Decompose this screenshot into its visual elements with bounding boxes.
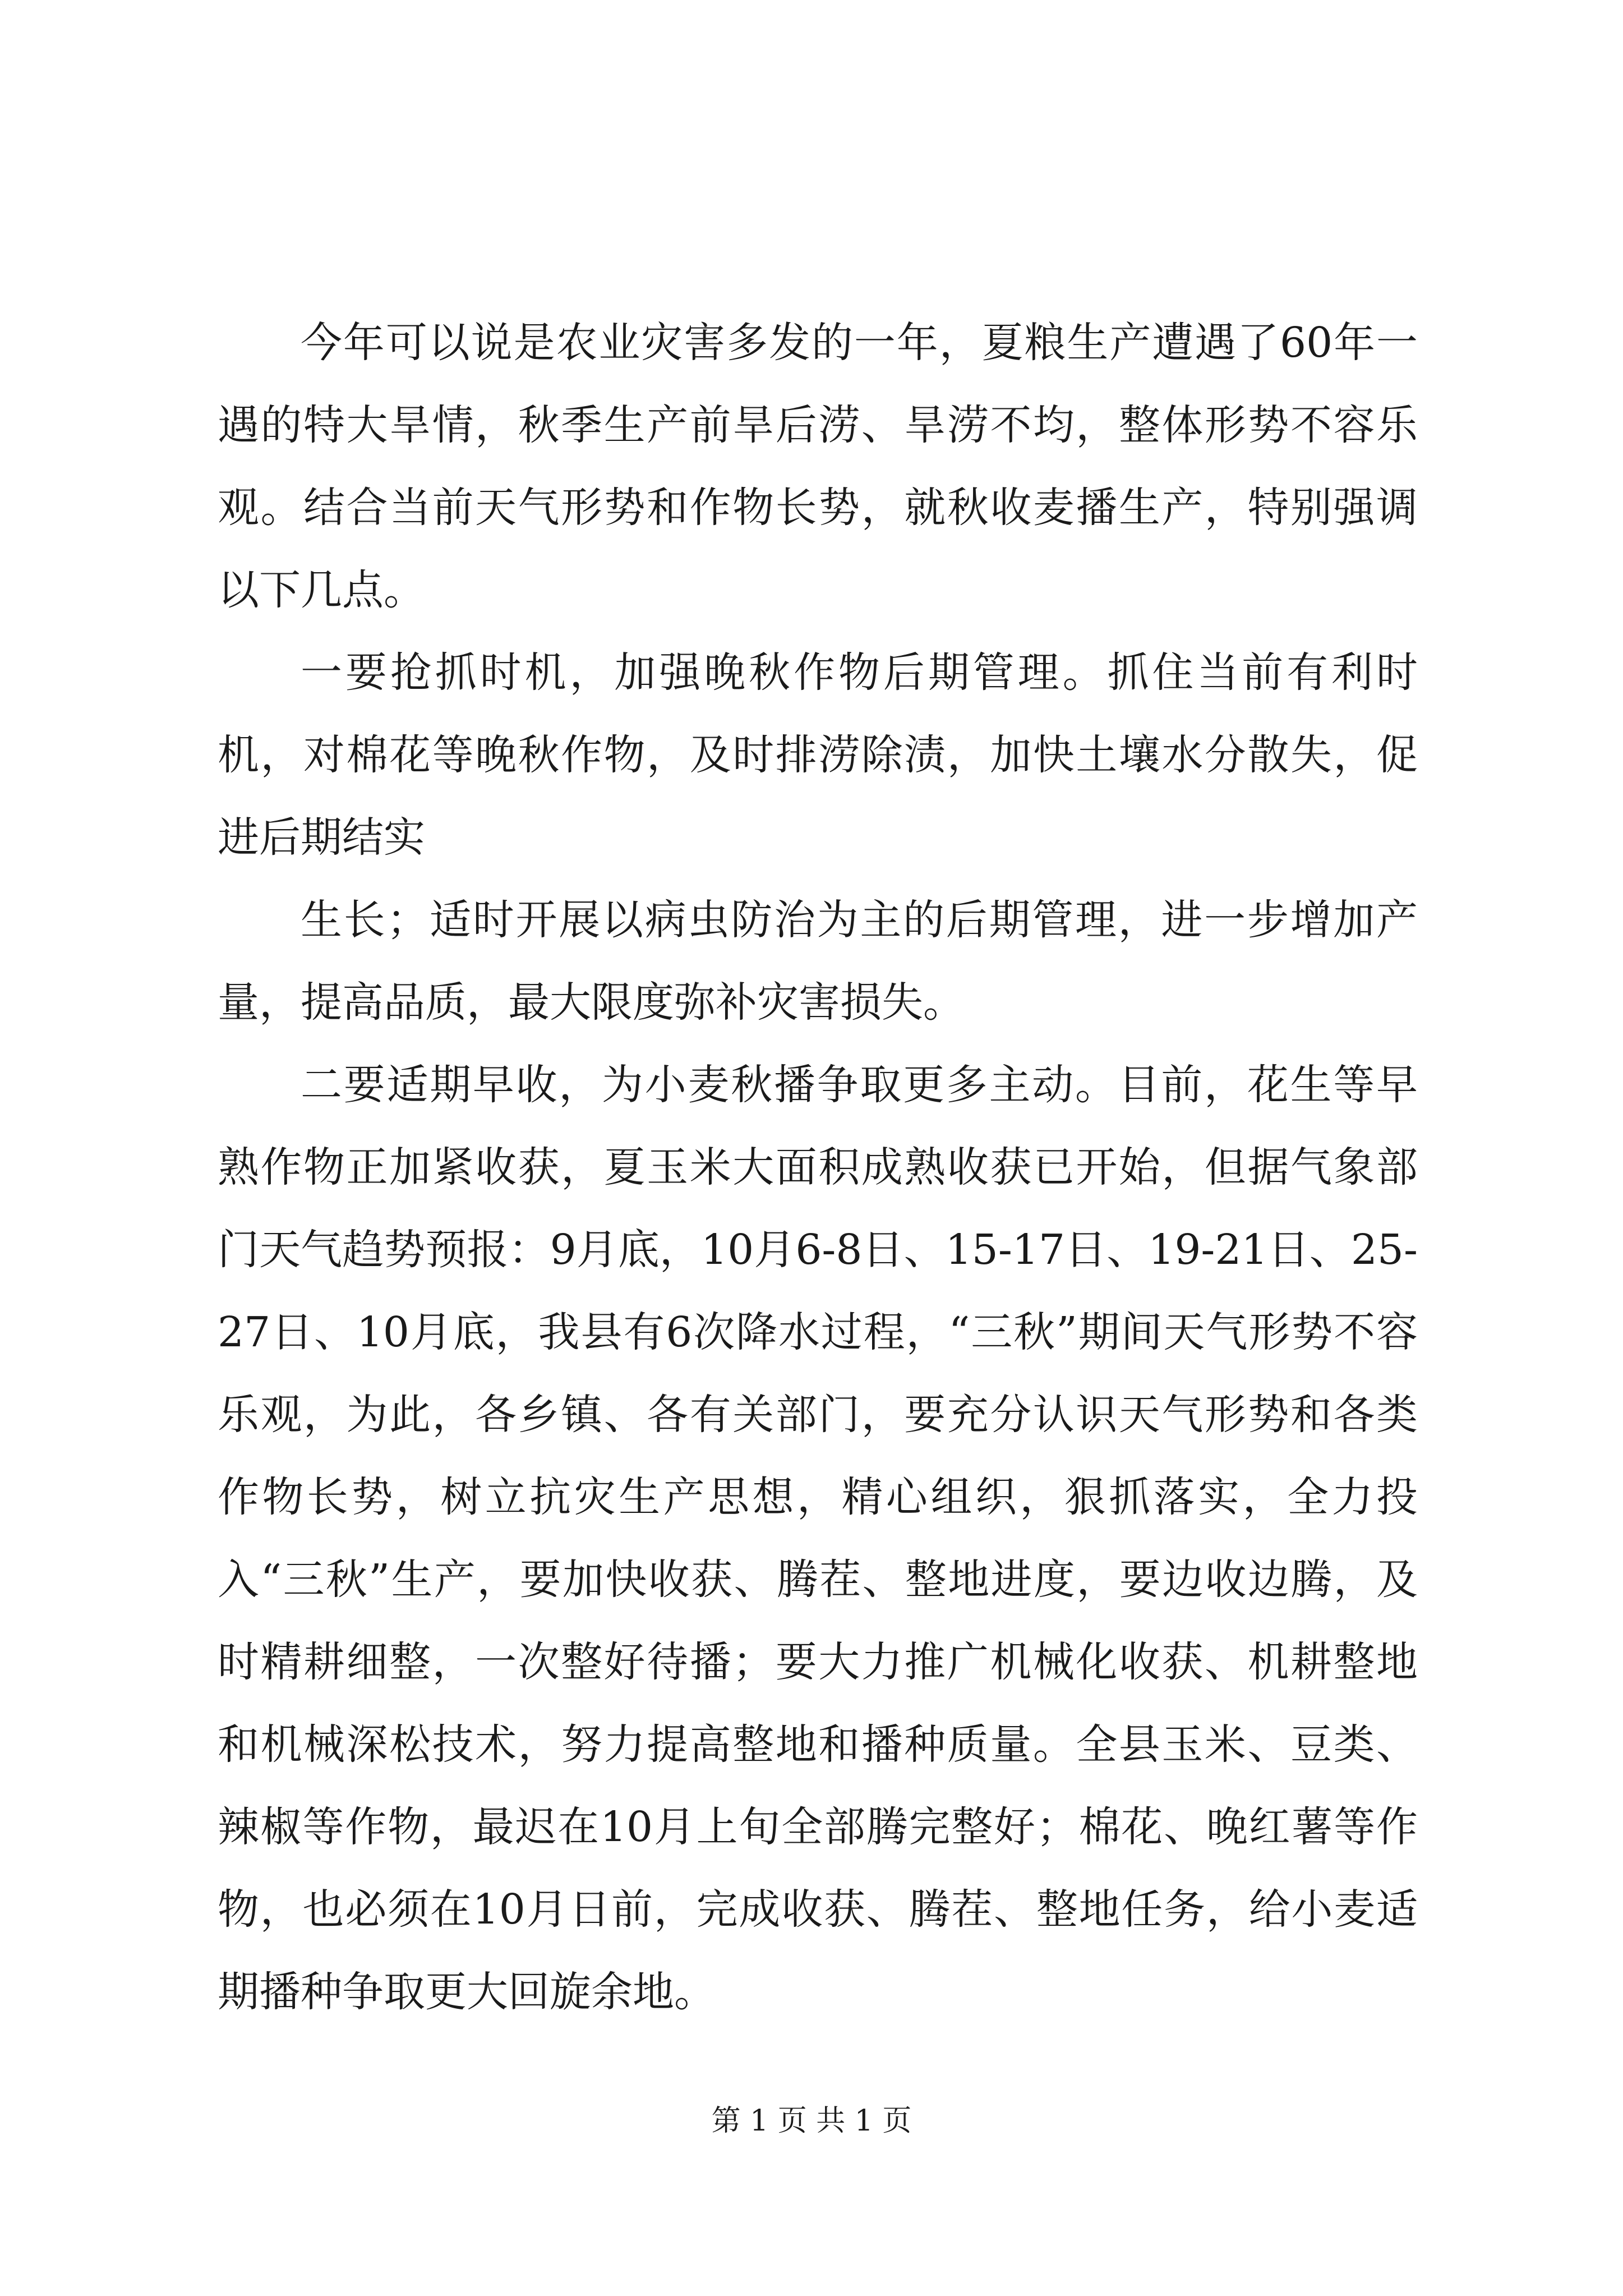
page-footer: 第 1 页 共 1 页 — [711, 2104, 912, 2138]
document-body — [218, 302, 1418, 2033]
paragraph-point-one: 一要抢抓时机，加强晚秋作物后期管理。抓住当前有利时机，对棉花等晚秋作物，及时排涝除渍，加快土壤水分散失，促进后期结实 — [218, 648, 1418, 862]
paragraph-intro: 今年可以说是农业灾害多发的一年，夏粮生产遭遇了60年一遇的特大旱情，秋季生产前旱后涝、旱涝不均，整体形势不容乐观。结合当前天气形势和作物长势，就秋收麦播生产，特别强调以下几点。 — [218, 319, 1418, 614]
paragraph-point-one-continued: 生长；适时开展以病虫防治为主的后期管理，进一步增加产量，提高品质，最大限度弥补灾害损失。 — [218, 896, 1418, 1027]
paragraph-point-two: 二要适期早收，为小麦秋播争取更多主动。目前，花生等早熟作物正加紧收获，夏玉米大面积成熟收获已开始，但据气象部门天气趋势预报：9月底，10月6-8日、15-17日、19-21日、25-27日、10月底，我县有6次降水过程，“三秋”期间天气形势不容乐观，为此，各乡镇、各有关部门，要充分认识天气形势和各类作物长势，树立抗灾生产思想，精心组织，狠抓落实，全力投入“三秋”生产，要加快收获、腾茬、整地进度，要边收边腾，及时精耕细整，一次整好待播；要大力推广机械化收获、机耕整地和机械深松技术，努力提高整地和播种质量。全县玉米、豆类、辣椒等作物，最迟在10月上旬全部腾完整好；棉花、晚红薯等作物，也必须在10月日前，完成收获、腾茬、整地任务，给小麦适期播种争取更大回旋余地。 — [218, 1061, 1418, 2016]
